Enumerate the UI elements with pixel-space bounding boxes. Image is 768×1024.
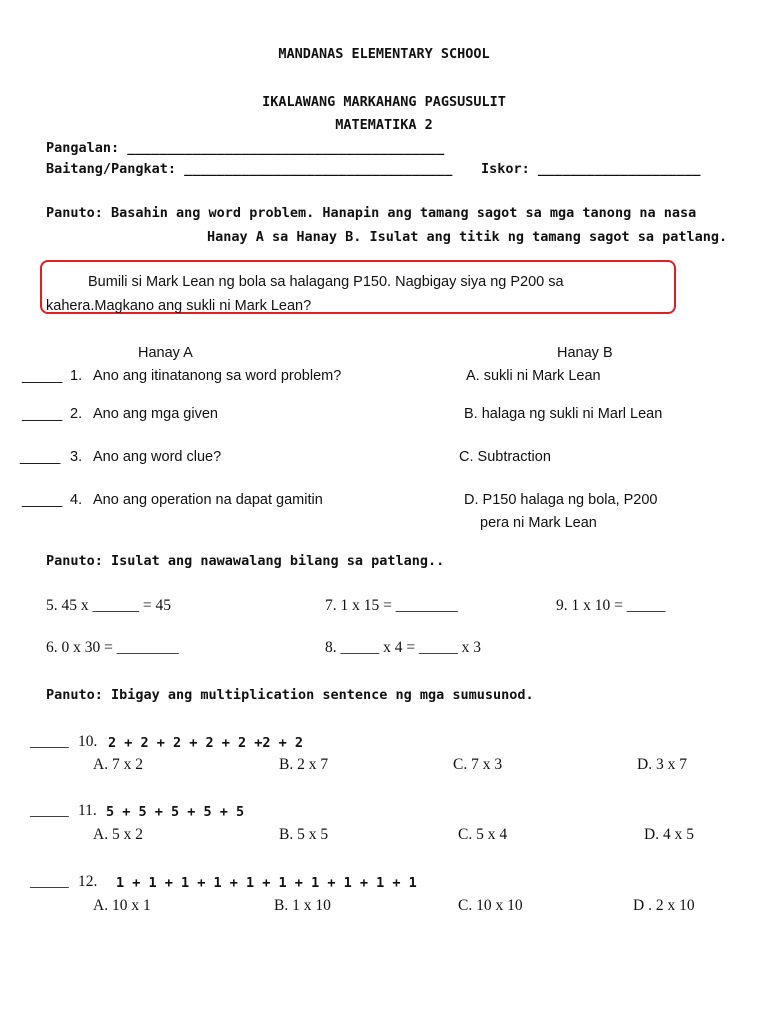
choice-12-c: C. 10 x 10 — [458, 897, 523, 914]
multiplication-number-11: 11. — [78, 802, 97, 819]
matching-blank-4[interactable]: _____ — [22, 492, 63, 508]
choice-12-d: D . 2 x 10 — [633, 897, 695, 914]
multiplication-number-12: 12. — [78, 873, 98, 890]
choice-10-c: C. 7 x 3 — [453, 756, 503, 773]
matching-number-3: 3. — [70, 449, 83, 465]
instruction-part1-line1: Panuto: Basahin ang word problem. Hanapin ang tamang sagot sa mga tanong na nasa — [46, 205, 697, 221]
choice-10-a: A. 7 x 2 — [93, 756, 143, 773]
instruction-part3: Panuto: Ibigay ang multiplication sentence ng mga sumusunod. — [46, 687, 534, 703]
word-problem-line1: Bumili si Mark Lean ng bola sa halagang P150. Nagbigay siya ng P200 sa — [88, 274, 564, 290]
column-a-header: Hanay A — [138, 345, 193, 361]
matching-question-1: Ano ang itinatanong sa word problem? — [93, 368, 342, 384]
question-7[interactable]: 7. 1 x 15 = ________ — [325, 597, 458, 614]
multiplication-number-10: 10. — [78, 733, 98, 750]
matching-number-4: 4. — [70, 492, 83, 508]
choice-11-a: A. 5 x 2 — [93, 826, 143, 843]
grade-field-label: Baitang/Pangkat: _________________________________ — [46, 161, 453, 177]
multiplication-blank-12[interactable]: _____ — [30, 873, 69, 890]
matching-answer-b: B. halaga ng sukli ni Marl Lean — [464, 406, 663, 422]
matching-answer-c: C. Subtraction — [459, 449, 551, 465]
matching-blank-3[interactable]: _____ — [20, 449, 61, 465]
choice-10-b: B. 2 x 7 — [279, 756, 329, 773]
name-field-label: Pangalan: _______________________________________ — [46, 140, 445, 156]
word-problem-line2: kahera.Magkano ang sukli ni Mark Lean? — [46, 298, 312, 314]
question-9[interactable]: 9. 1 x 10 = _____ — [556, 597, 666, 614]
matching-blank-2[interactable]: _____ — [22, 406, 63, 422]
matching-number-1: 1. — [70, 368, 83, 384]
multiplication-expression-11: 5 + 5 + 5 + 5 + 5 — [106, 804, 245, 820]
instruction-part1-line2: Hanay A sa Hanay B. Isulat ang titik ng tamang sagot sa patlang. — [207, 229, 728, 245]
choice-10-d: D. 3 x 7 — [637, 756, 687, 773]
multiplication-expression-12: 1 + 1 + 1 + 1 + 1 + 1 + 1 + 1 + 1 + 1 — [116, 875, 417, 891]
column-b-header: Hanay B — [557, 345, 613, 361]
choice-11-c: C. 5 x 4 — [458, 826, 508, 843]
choice-11-b: B. 5 x 5 — [279, 826, 329, 843]
choice-12-a: A. 10 x 1 — [93, 897, 151, 914]
matching-answer-d: D. P150 halaga ng bola, P200 — [464, 492, 658, 508]
exam-title: IKALAWANG MARKAHANG PAGSUSULIT — [262, 94, 506, 110]
question-5[interactable]: 5. 45 x ______ = 45 — [46, 597, 171, 614]
choice-11-d: D. 4 x 5 — [644, 826, 694, 843]
matching-blank-1[interactable]: _____ — [22, 368, 63, 384]
matching-answer-d-line2: pera ni Mark Lean — [480, 515, 597, 531]
matching-answer-a: A. sukli ni Mark Lean — [466, 368, 601, 384]
score-field-label: Iskor: ____________________ — [481, 161, 701, 177]
matching-question-3: Ano ang word clue? — [93, 449, 222, 465]
school-name: MANDANAS ELEMENTARY SCHOOL — [278, 46, 490, 62]
subject-title: MATEMATIKA 2 — [335, 117, 433, 133]
matching-number-2: 2. — [70, 406, 83, 422]
question-6[interactable]: 6. 0 x 30 = ________ — [46, 639, 179, 656]
multiplication-expression-10: 2 + 2 + 2 + 2 + 2 +2 + 2 — [108, 735, 304, 751]
question-8[interactable]: 8. _____ x 4 = _____ x 3 — [325, 639, 481, 656]
multiplication-blank-10[interactable]: _____ — [30, 733, 69, 750]
multiplication-blank-11[interactable]: _____ — [30, 802, 69, 819]
choice-12-b: B. 1 x 10 — [274, 897, 331, 914]
instruction-part2: Panuto: Isulat ang nawawalang bilang sa patlang.. — [46, 553, 445, 569]
matching-question-4: Ano ang operation na dapat gamitin — [93, 492, 323, 508]
matching-question-2: Ano ang mga given — [93, 406, 218, 422]
